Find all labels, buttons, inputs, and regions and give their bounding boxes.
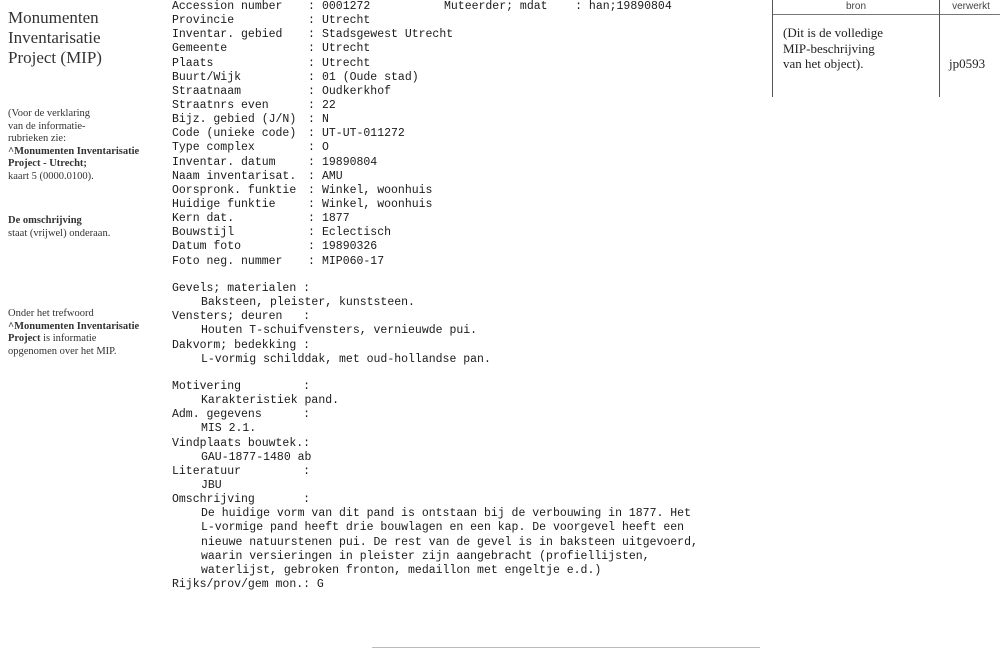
field-row	[172, 141, 772, 155]
omschrijving-line: De huidige vorm van dit pand is ontstaan bij de verbouwing in 1877. Het	[201, 507, 691, 521]
note-line: (Voor de verklaring	[8, 108, 91, 119]
dakvorm-value: L-vormig schilddak, met oud-hollandse pan.	[201, 352, 491, 366]
field-separator: :	[308, 56, 315, 70]
field-value: Eclectisch	[322, 226, 392, 240]
field-label: Provincie	[172, 14, 235, 28]
field-separator: :	[308, 155, 315, 169]
vensters-label: Vensters; deuren :	[172, 310, 311, 324]
field-value: Oudkerkhof	[322, 84, 392, 98]
field-row	[172, 212, 772, 226]
field-value: Stadsgewest Utrecht	[322, 28, 454, 42]
source-description: (Dit is de volledige MIP-beschrijving van het object).	[783, 25, 884, 71]
details-block	[172, 380, 772, 592]
omschrijving-line: waterlijst, gebroken fronton, medaillon met engeltje e.d.)	[201, 563, 602, 577]
field-row	[172, 240, 772, 254]
table-divider	[939, 0, 940, 97]
scan-edge-line	[372, 647, 760, 648]
gevels-value: Baksteen, pleister, kunststeen.	[201, 296, 415, 310]
note-line: Onder het trefwoord	[8, 308, 94, 319]
note-line: kaart 5 (0000.0100).	[8, 170, 94, 182]
field-separator: :	[308, 0, 315, 13]
omschrijving-line: waarin versieringen in pleister zijn aangebracht (profiellijsten,	[201, 549, 650, 563]
field-label: Naam inventarisat.	[172, 169, 297, 183]
field-label: Plaats	[172, 56, 214, 70]
title-line: Project (MIP)	[8, 48, 102, 67]
note-line: opgenomen over het MIP.	[8, 345, 117, 357]
field-separator: :	[308, 240, 315, 254]
header-verwerkt: verwerkt	[939, 0, 1000, 15]
field-row	[172, 127, 772, 141]
note-reference: Project - Utrecht;	[8, 158, 87, 169]
processed-code: jp0593	[949, 56, 986, 71]
record-fields	[172, 0, 772, 269]
field-row	[172, 156, 772, 170]
field-separator: :	[308, 169, 315, 183]
field-label: Straatnrs even	[172, 98, 269, 112]
field-value: UT-UT-011272	[322, 127, 405, 141]
explanation-note	[8, 108, 158, 183]
note-line: staat (vrijwel) onderaan.	[8, 227, 111, 239]
source-table	[772, 0, 1000, 97]
note-bold: De omschrijving	[8, 215, 82, 226]
field-value: O	[322, 141, 329, 155]
field-value: Utrecht	[322, 14, 371, 28]
field-value: N	[322, 113, 329, 127]
vindplaats-label: Vindplaats bouwtek.:	[172, 436, 311, 450]
field-label: Kern dat.	[172, 212, 235, 226]
keyword-note	[8, 308, 158, 358]
field-row	[172, 184, 772, 198]
field-row	[172, 42, 772, 56]
field-label: Gemeente	[172, 42, 228, 56]
field-separator: :	[308, 42, 315, 56]
field-label: Bijz. gebied (J/N)	[172, 113, 297, 127]
adm-value: MIS 2.1.	[201, 422, 257, 436]
field-value: MIP060-17	[322, 254, 385, 268]
field-value: Utrecht	[322, 56, 371, 70]
note-reference: ^Monumenten Inventarisatie	[8, 320, 140, 332]
title-line: Monumenten	[8, 8, 99, 27]
field-row	[172, 226, 772, 240]
omschrijving-line: nieuwe natuurstenen pui. De rest van de gevel is in baksteen uitgevoerd,	[201, 535, 698, 549]
literatuur-value: JBU	[201, 478, 222, 492]
field-label: Inventar. gebied	[172, 28, 283, 42]
field-row	[172, 71, 772, 85]
field-value: Winkel, woonhuis	[322, 183, 433, 197]
field-row	[172, 170, 772, 184]
field-label: Straatnaam	[172, 84, 242, 98]
adm-label: Adm. gegevens :	[172, 408, 311, 422]
mutation-info: Muteerder; mdat : han;19890804	[444, 0, 672, 13]
field-label: Datum foto	[172, 240, 242, 254]
field-row	[172, 57, 772, 71]
field-separator: :	[308, 98, 315, 112]
omschrijving-label: Omschrijving :	[172, 493, 311, 507]
vindplaats-value: GAU-1877-1480 ab	[201, 450, 312, 464]
field-value: 1877	[322, 212, 350, 226]
field-separator: :	[308, 28, 315, 42]
field-separator: :	[308, 70, 315, 84]
field-label: Foto neg. nummer	[172, 254, 283, 268]
field-separator: :	[308, 141, 315, 155]
field-value: AMU	[322, 169, 343, 183]
note-line: rubrieken zie:	[8, 133, 67, 144]
left-column	[8, 8, 158, 68]
field-separator: :	[308, 113, 315, 127]
field-separator: :	[308, 127, 315, 141]
field-label: Inventar. datum	[172, 155, 276, 169]
field-row	[172, 113, 772, 127]
dakvorm-label: Dakvorm; bedekking :	[172, 338, 311, 352]
field-separator: :	[308, 14, 315, 28]
materials-block	[172, 282, 772, 367]
motivering-label: Motivering :	[172, 380, 311, 393]
omschrijving-line: L-vormige pand heeft drie bouwlagen en een kap. De voorgevel heeft een	[201, 521, 685, 535]
field-separator: :	[308, 254, 315, 268]
field-row	[172, 14, 772, 28]
field-separator: :	[308, 84, 315, 98]
field-label: Code (unieke code)	[172, 127, 297, 141]
field-value: 19890804	[322, 155, 378, 169]
title-line: Inventarisatie	[8, 28, 101, 47]
note-reference: ^Monumenten Inventarisatie	[8, 145, 140, 157]
note-line: Project is informatie	[8, 333, 97, 344]
field-value: 0001272	[322, 0, 371, 13]
note-line: van de informatie-	[8, 120, 86, 132]
field-label: Oorspronk. funktie	[172, 183, 297, 197]
field-row	[172, 198, 772, 212]
field-separator: :	[308, 197, 315, 211]
description-note	[8, 215, 158, 240]
literatuur-label: Literatuur :	[172, 464, 311, 478]
field-value: 19890326	[322, 240, 378, 254]
field-label: Accession number	[172, 0, 283, 13]
field-value: 01 (Oude stad)	[322, 70, 419, 84]
motivering-value: Karakteristiek pand.	[201, 394, 340, 408]
field-row	[172, 28, 772, 42]
field-value: Utrecht	[322, 42, 371, 56]
field-value: 22	[322, 98, 336, 112]
header-bron: bron	[773, 0, 939, 15]
field-label: Bouwstijl	[172, 226, 235, 240]
field-separator: :	[308, 212, 315, 226]
gevels-label: Gevels; materialen :	[172, 282, 311, 295]
field-row	[172, 85, 772, 99]
field-separator: :	[308, 183, 315, 197]
field-label: Huidige funktie	[172, 197, 276, 211]
rijks-status: Rijks/prov/gem mon.: G	[172, 577, 324, 591]
field-label: Buurt/Wijk	[172, 70, 242, 84]
vensters-value: Houten T-schuifvensters, vernieuwde pui.	[201, 324, 478, 338]
field-row	[172, 99, 772, 113]
collection-title	[8, 8, 158, 68]
field-row	[172, 255, 772, 269]
field-label: Type complex	[172, 141, 255, 155]
field-separator: :	[308, 226, 315, 240]
field-value: Winkel, woonhuis	[322, 197, 433, 211]
